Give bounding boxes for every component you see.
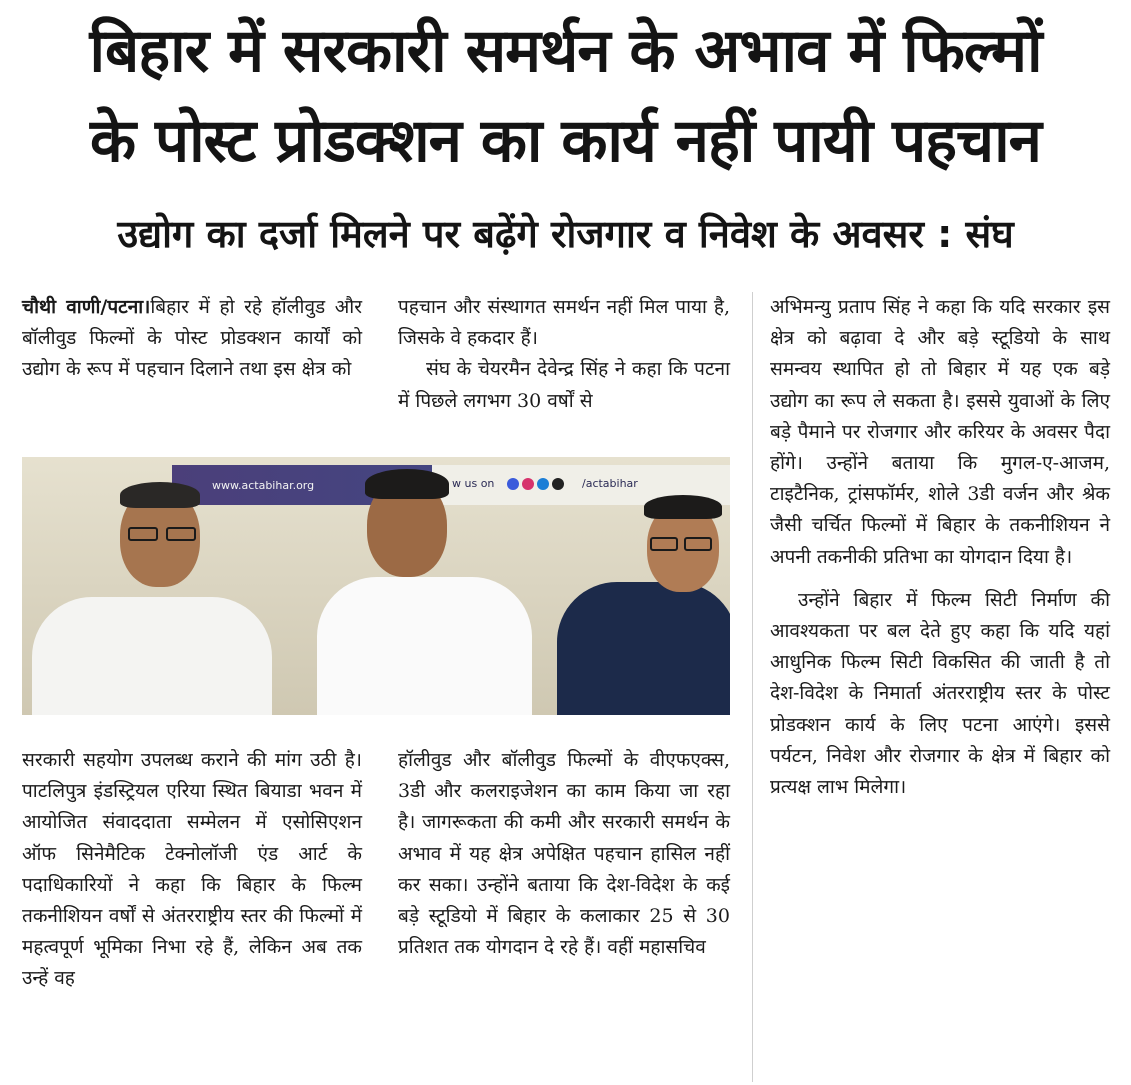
column-3 bbox=[770, 292, 1110, 803]
col2-top-para-1: पहचान और संस्थागत समर्थन नहीं मिल पाया है, जिसके वे हकदार हैं। bbox=[398, 296, 730, 350]
col3-para-1: अभिमन्यु प्रताप सिंह ने कहा कि यदि सरकार इस क्षेत्र को बढ़ावा दे और बड़े स्टूडियो के साथ समन्वय स्थापित हो तो बिहार में यह एक बड़े उद्योग का रूप ले सकता है। इससे युवाओं के लिए बड़े पैमाने पर रोजगार और करियर के अवसर पैदा होंगे। उन्होंने बताया कि मुगल-ए-आजम, टाइटैनिक, ट्रांसफॉर्मर, शोले 3डी वर्जन और श्रेक जैसी चर्चित फिल्मों में बिहार के तकनीशियन ने अपनी तकनीकी प्रतिभा का योगदान दिया है। bbox=[770, 296, 1110, 568]
banner-handle: /actabihar bbox=[582, 477, 638, 490]
col3-para-2: उन्होंने बिहार में फिल्म सिटी निर्माण की आवश्यकता पर बल देते हुए कहा कि यदि यहां आधुनिक फिल्म सिटी विकसित की जाती है तो देश-विदेश के निमार्ता अंतरराष्ट्रीय स्तर के पोस्ट प्रोडक्शन कार्य के लिए पटना आएंगे। इससे पर्यटन, निवेश और रोजगार के क्षेत्र में बिहार को प्रत्यक्ष लाभ मिलेगा। bbox=[770, 588, 1110, 799]
column-2-bottom bbox=[398, 745, 730, 963]
headline-line-1: बिहार में सरकारी समर्थन के अभाव में फिल्मों bbox=[89, 16, 1042, 86]
column-1-top bbox=[22, 292, 362, 386]
x-icon bbox=[552, 478, 564, 490]
column-1-bottom bbox=[22, 745, 362, 995]
press-conference-photo bbox=[22, 457, 730, 715]
dateline: चौथी वाणी/पटना। bbox=[22, 296, 151, 318]
facebook-icon bbox=[507, 478, 519, 490]
col1-top-text: बिहार में हो रहे हॉलीवुड और बॉलीवुड फिल्मों के पोस्ट प्रोडक्शन कार्यों को उद्योग के रूप में पहचान दिलाने तथा इस क्षेत्र को bbox=[22, 296, 363, 381]
banner-website: www.actabihar.org bbox=[212, 479, 315, 492]
headline-line-2: के पोस्ट प्रोडक्शन का कार्य नहीं पायी पहचान bbox=[90, 106, 1041, 176]
linkedin-icon bbox=[537, 478, 549, 490]
column-2-top bbox=[398, 292, 730, 417]
column-divider bbox=[752, 292, 753, 1082]
social-icons bbox=[507, 475, 567, 494]
col2-top-para-2: संघ के चेयरमैन देवेन्द्र सिंह ने कहा कि पटना में पिछले लगभग 30 वर्षों से bbox=[398, 358, 730, 412]
col2-bottom-text: हॉलीवुड और बॉलीवुड फिल्मों के वीएफएक्स, 3डी और कलराइजेशन का काम किया जा रहा है। जागरूकता की कमी और सरकारी समर्थन के अभाव में यह क्षेत्र अपेक्षित पहचान हासिल नहीं कर सका। उन्होंने बताया कि देश-विदेश के कई बड़े स्टूडियो में बिहार के कलाकार 25 से 30 प्रतिशत तक योगदान दे रहे हैं। वहीं महासचिव bbox=[398, 749, 730, 959]
col1-bottom-text: सरकारी सहयोग उपलब्ध कराने की मांग उठी है। पाटलिपुत्र इंडस्ट्रियल एरिया स्थित बियाडा भवन में आयोजित संवाददाता सम्मेलन में एसोसिएशन ऑफ सिनेमैटिक टेक्नोलॉजी एंड आर्ट के पदाधिकारियों ने कहा कि बिहार के फिल्म तकनीशियन वर्षों से अंतरराष्ट्रीय स्तर की फिल्मों में महत्वपूर्ण भूमिका निभा रहे हैं, लेकिन अब तक उन्हें वह bbox=[22, 749, 362, 990]
instagram-icon bbox=[522, 478, 534, 490]
banner-follow-text: w us on bbox=[452, 477, 495, 490]
subheadline: उद्योग का दर्जा मिलने पर बढ़ेंगे रोजगार व निवेश के अवसर : संघ bbox=[117, 212, 1014, 256]
